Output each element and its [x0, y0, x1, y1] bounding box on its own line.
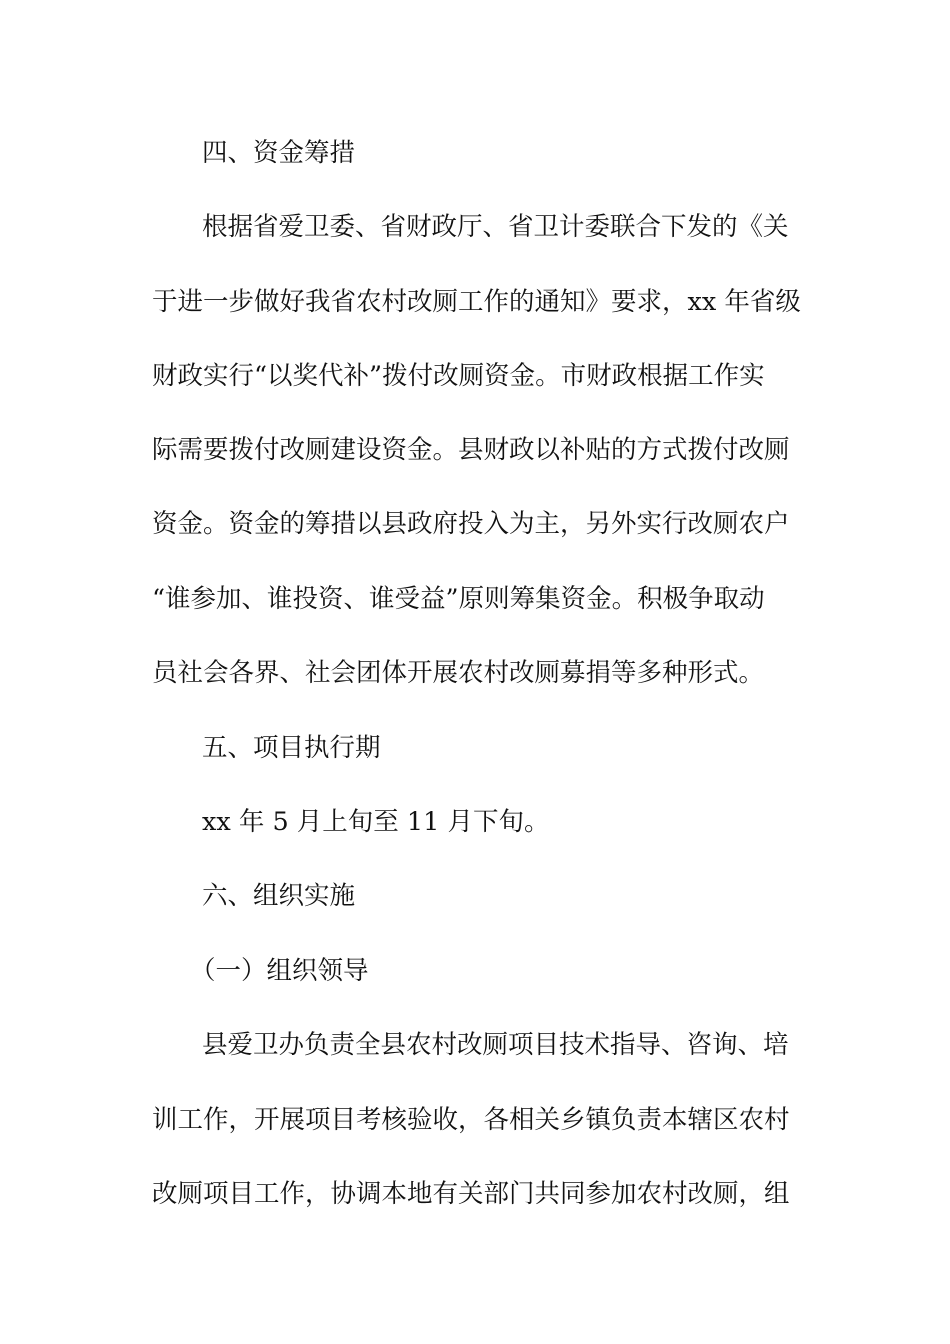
section-heading-funding: 四、资金筹措	[202, 138, 356, 168]
paragraph-line: 员社会各界、社会团体开展农村改厕募捐等多种形式。	[152, 658, 765, 688]
period-text: xx 年 5 月上旬至 11 月下旬。	[202, 807, 550, 837]
subsection-heading-leadership: （一）组织领导	[190, 956, 369, 986]
paragraph-line: 资金。资金的筹措以县政府投入为主，另外实行改厕农户	[152, 509, 790, 539]
paragraph-line: “谁参加、谁投资、谁受益”原则筹集资金。积极争取动	[152, 584, 765, 614]
paragraph-line: 于进一步做好我省农村改厕工作的通知》要求，xx 年省级	[152, 287, 801, 317]
section-heading-period: 五、项目执行期	[202, 733, 381, 763]
paragraph-line: 根据省爱卫委、省财政厅、省卫计委联合下发的《关	[202, 212, 789, 242]
paragraph-line: 训工作，开展项目考核验收，各相关乡镇负责本辖区农村	[152, 1105, 790, 1135]
paragraph-line: 财政实行“以奖代补”拨付改厕资金。市财政根据工作实	[152, 361, 765, 391]
paragraph-line: 际需要拨付改厕建设资金。县财政以补贴的方式拨付改厕	[152, 435, 790, 465]
paragraph-line: 改厕项目工作，协调本地有关部门共同参加农村改厕，组	[152, 1179, 790, 1209]
section-heading-implementation: 六、组织实施	[202, 881, 356, 911]
paragraph-line: 县爱卫办负责全县农村改厕项目技术指导、咨询、培	[202, 1030, 789, 1060]
